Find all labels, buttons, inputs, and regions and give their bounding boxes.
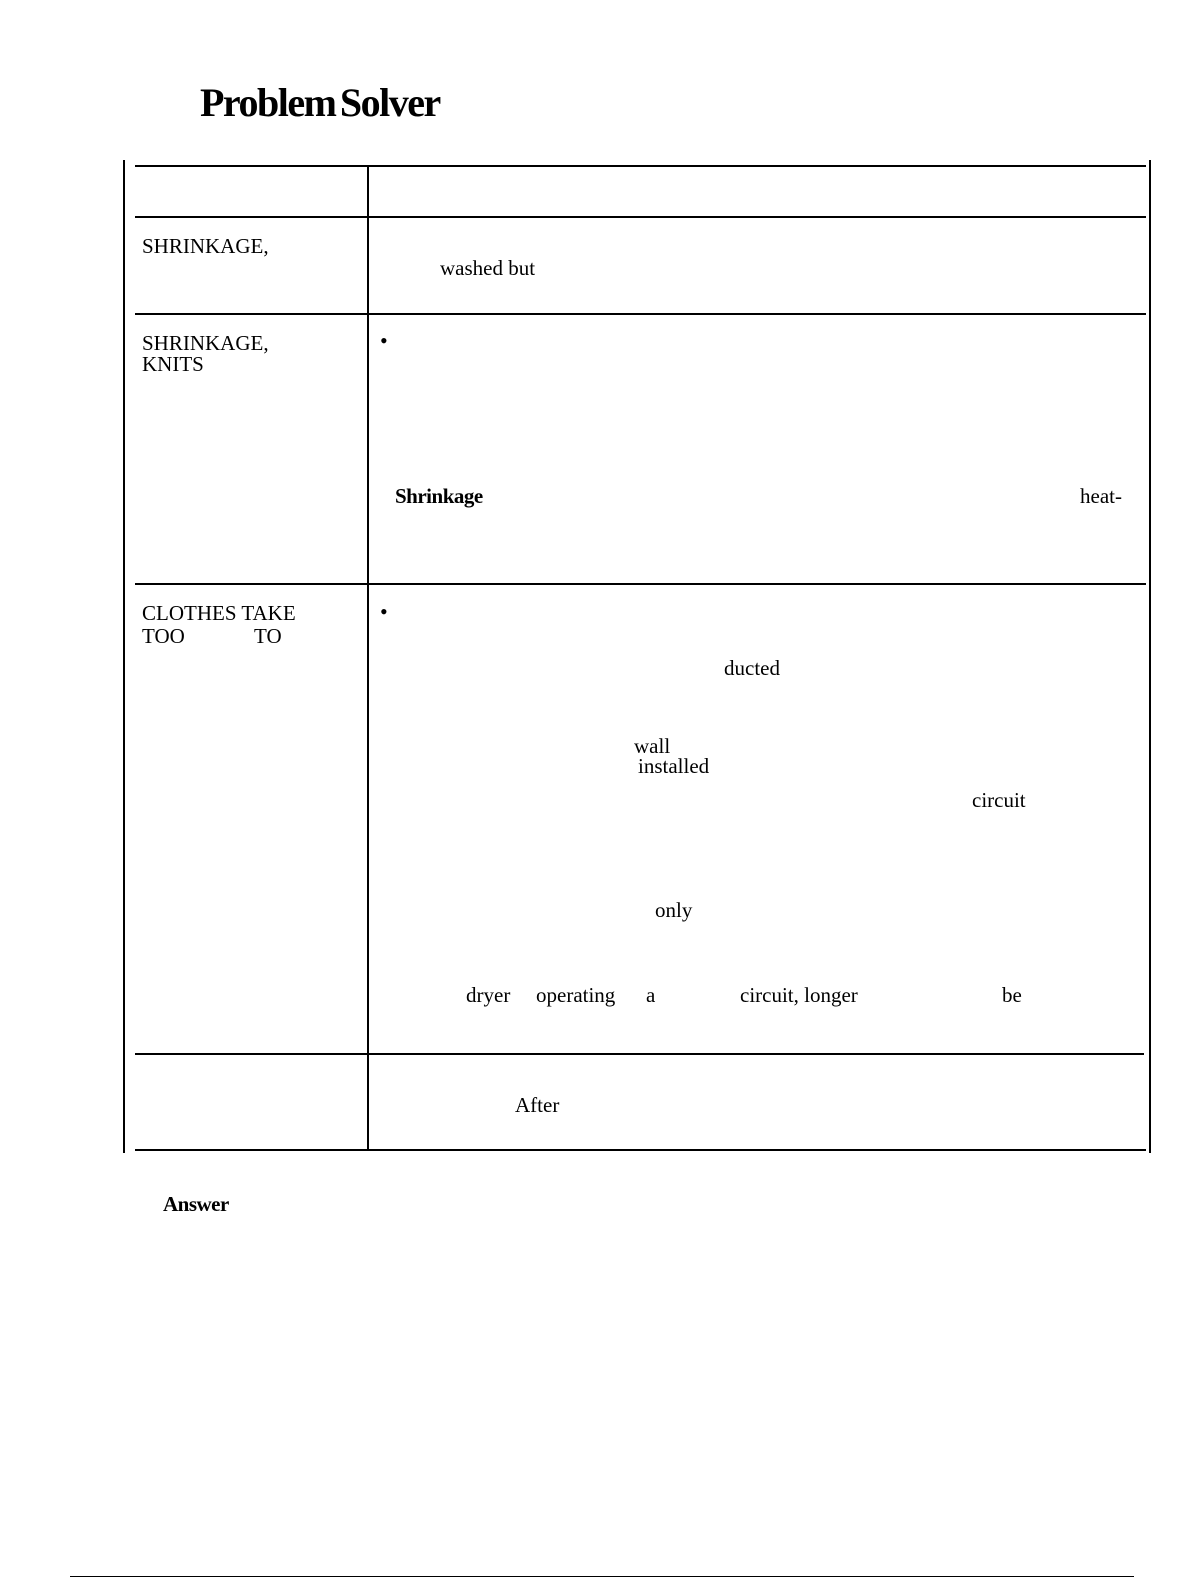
solution-text: a: [646, 983, 656, 1007]
row-rule: [135, 313, 1146, 315]
solution-text: installed: [638, 754, 710, 778]
problem-label: SHRINKAGE,: [142, 331, 269, 355]
problem-label: KNITS: [142, 352, 204, 376]
solution-text: only: [655, 898, 693, 922]
solution-text: After: [515, 1093, 560, 1117]
problem-label: TOO: [142, 624, 185, 648]
problem-label: SHRINKAGE,: [142, 234, 269, 258]
answer-heading: Answer: [163, 1192, 229, 1216]
solution-text: be: [1002, 983, 1022, 1007]
footer-rule: [70, 1576, 1134, 1577]
table-bottom-rule: [135, 1149, 1146, 1151]
table-left-edge: [123, 160, 125, 1153]
solution-text: circuit, longer: [740, 983, 858, 1007]
solution-text: heat-: [1080, 484, 1122, 508]
solution-text: washed but: [440, 256, 536, 280]
solution-text: dryer: [466, 983, 511, 1007]
table-top-rule: [135, 165, 1146, 167]
page-title: Problem Solver: [200, 80, 440, 125]
bullet-marker: •: [380, 328, 388, 353]
header-rule: [135, 216, 1146, 218]
problem-label: CLOTHES TAKE: [142, 601, 296, 625]
solution-text: Shrinkage: [395, 484, 483, 508]
solution-text: circuit: [972, 788, 1026, 812]
solution-text: operating: [536, 983, 616, 1007]
row-rule: [135, 1053, 1144, 1055]
solution-text: ducted: [724, 656, 780, 680]
solution-text: wall: [634, 734, 671, 758]
table-right-edge: [1149, 160, 1151, 1153]
problem-label: TO: [254, 624, 282, 648]
row-rule: [135, 583, 1146, 585]
bullet-marker: •: [380, 599, 388, 624]
